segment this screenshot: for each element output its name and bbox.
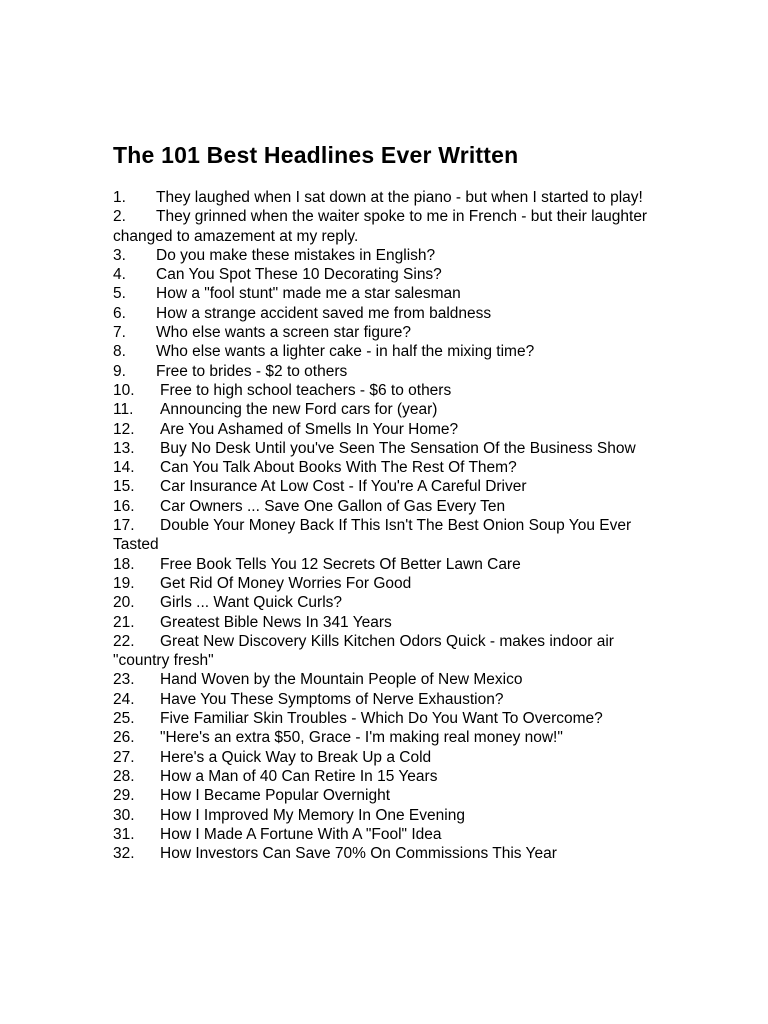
headline-number: 19. <box>113 574 135 592</box>
headline-number: 27. <box>113 748 135 766</box>
headline-text: Announcing the new Ford cars for (year) <box>160 401 438 419</box>
headline-number: 24. <box>113 690 135 708</box>
headline-number: 20. <box>113 594 135 612</box>
headline-item <box>113 806 673 825</box>
headline-item <box>113 381 673 400</box>
headline-item <box>113 555 673 574</box>
headline-number: 17. <box>113 517 135 535</box>
headline-number: 18. <box>113 555 135 573</box>
headline-item <box>113 786 673 805</box>
headline-item <box>113 188 673 207</box>
headline-item <box>113 767 673 786</box>
headline-number: 25. <box>113 710 135 728</box>
headline-list <box>113 188 673 863</box>
headline-item <box>113 304 673 323</box>
headline-item <box>113 613 673 632</box>
headline-text: Have You These Symptoms of Nerve Exhaustion? <box>160 690 504 708</box>
headline-number: 16. <box>113 497 135 515</box>
headline-item <box>113 670 673 689</box>
headline-number: 10. <box>113 381 135 399</box>
headline-item <box>113 207 673 246</box>
headline-text: Get Rid Of Money Worries For Good <box>160 574 412 592</box>
headline-text: Do you make these mistakes in English? <box>156 246 436 264</box>
headline-text: Are You Ashamed of Smells In Your Home? <box>160 420 459 438</box>
headline-text: Hand Woven by the Mountain People of New Mexico <box>160 671 523 689</box>
headline-item <box>113 844 673 863</box>
headline-number: 21. <box>113 613 135 631</box>
headline-number: 4. <box>113 266 126 284</box>
headline-item <box>113 246 673 265</box>
headline-number: 14. <box>113 459 135 477</box>
headline-item <box>113 516 673 555</box>
headline-number: 9. <box>113 362 126 380</box>
headline-number: 15. <box>113 478 135 496</box>
headline-item <box>113 284 673 303</box>
headline-number: 1. <box>113 189 126 206</box>
headline-item <box>113 265 673 284</box>
headline-number: 13. <box>113 439 135 457</box>
headline-text: Greatest Bible News In 341 Years <box>160 613 392 631</box>
headline-text: Buy No Desk Until you've Seen The Sensation Of the Business Show <box>160 439 636 457</box>
headline-item <box>113 477 673 496</box>
headline-item <box>113 420 673 439</box>
headline-number: 12. <box>113 420 135 438</box>
headline-text: How I Became Popular Overnight <box>160 787 391 805</box>
headline-text: Great New Discovery Kills Kitchen Odors Quick - makes indoor air "country fresh" <box>113 632 614 670</box>
headline-text: How Investors Can Save 70% On Commissions This Year <box>160 845 557 863</box>
headline-item <box>113 439 673 458</box>
headline-text: Car Insurance At Low Cost - If You're A Careful Driver <box>160 478 527 496</box>
headline-number: 26. <box>113 729 135 747</box>
headline-number: 32. <box>113 845 135 863</box>
headline-number: 28. <box>113 767 135 785</box>
headline-item <box>113 825 673 844</box>
headline-text: How I Improved My Memory In One Evening <box>160 806 465 824</box>
headline-item <box>113 690 673 709</box>
headline-item <box>113 593 673 612</box>
headline-item <box>113 709 673 728</box>
headline-text: Can You Talk About Books With The Rest Of Them? <box>160 459 517 477</box>
headline-text: Here's a Quick Way to Break Up a Cold <box>160 748 432 766</box>
headline-text: Free to high school teachers - $6 to others <box>160 381 452 399</box>
headline-text: Car Owners ... Save One Gallon of Gas Every Ten <box>160 497 506 515</box>
headline-text: How a strange accident saved me from baldness <box>156 304 492 322</box>
headline-text: Who else wants a lighter cake - in half the mixing time? <box>156 343 535 361</box>
headline-number: 29. <box>113 787 135 805</box>
headline-number: 6. <box>113 304 126 322</box>
headline-item <box>113 400 673 419</box>
headline-item <box>113 342 673 361</box>
headline-text: They grinned when the waiter spoke to me in French - but their laughter changed to amazement at my reply. <box>113 208 648 245</box>
headline-item <box>113 362 673 381</box>
headline-number: 22. <box>113 632 135 650</box>
headline-text: How a Man of 40 Can Retire In 15 Years <box>160 767 438 785</box>
headline-text: Girls ... Want Quick Curls? <box>160 594 343 612</box>
headline-number: 8. <box>113 343 126 361</box>
headline-item <box>113 458 673 477</box>
headline-number: 5. <box>113 285 126 303</box>
headline-text: Double Your Money Back If This Isn't The Best Onion Soup You Ever Tasted <box>113 517 632 554</box>
headline-number: 30. <box>113 806 135 824</box>
headline-item <box>113 574 673 593</box>
headline-text: How I Made A Fortune With A "Fool" Idea <box>160 825 442 843</box>
headline-item <box>113 323 673 342</box>
headline-text: They laughed when I sat down at the piano - but when I started to play! <box>156 189 643 206</box>
headline-text: Can You Spot These 10 Decorating Sins? <box>156 266 442 284</box>
headline-text: Free to brides - $2 to others <box>156 362 348 380</box>
headline-text: Who else wants a screen star figure? <box>156 324 412 342</box>
headline-number: 31. <box>113 825 135 843</box>
headline-text: Free Book Tells You 12 Secrets Of Better Lawn Care <box>160 555 521 573</box>
headline-item <box>113 748 673 767</box>
headline-text: "Here's an extra $50, Grace - I'm making real money now!" <box>160 729 563 747</box>
headline-number: 23. <box>113 671 135 689</box>
document-page <box>113 142 673 863</box>
headline-item <box>113 497 673 516</box>
headline-number: 3. <box>113 246 126 264</box>
headline-item <box>113 728 673 747</box>
headline-number: 11. <box>113 401 134 419</box>
headline-item <box>113 632 673 671</box>
document-title: The 101 Best Headlines Ever Written <box>113 142 519 168</box>
headline-text: Five Familiar Skin Troubles - Which Do You Want To Overcome? <box>160 710 603 728</box>
headline-text: How a "fool stunt" made me a star salesman <box>156 285 461 303</box>
headline-number: 7. <box>113 324 126 342</box>
headline-number: 2. <box>113 208 126 226</box>
